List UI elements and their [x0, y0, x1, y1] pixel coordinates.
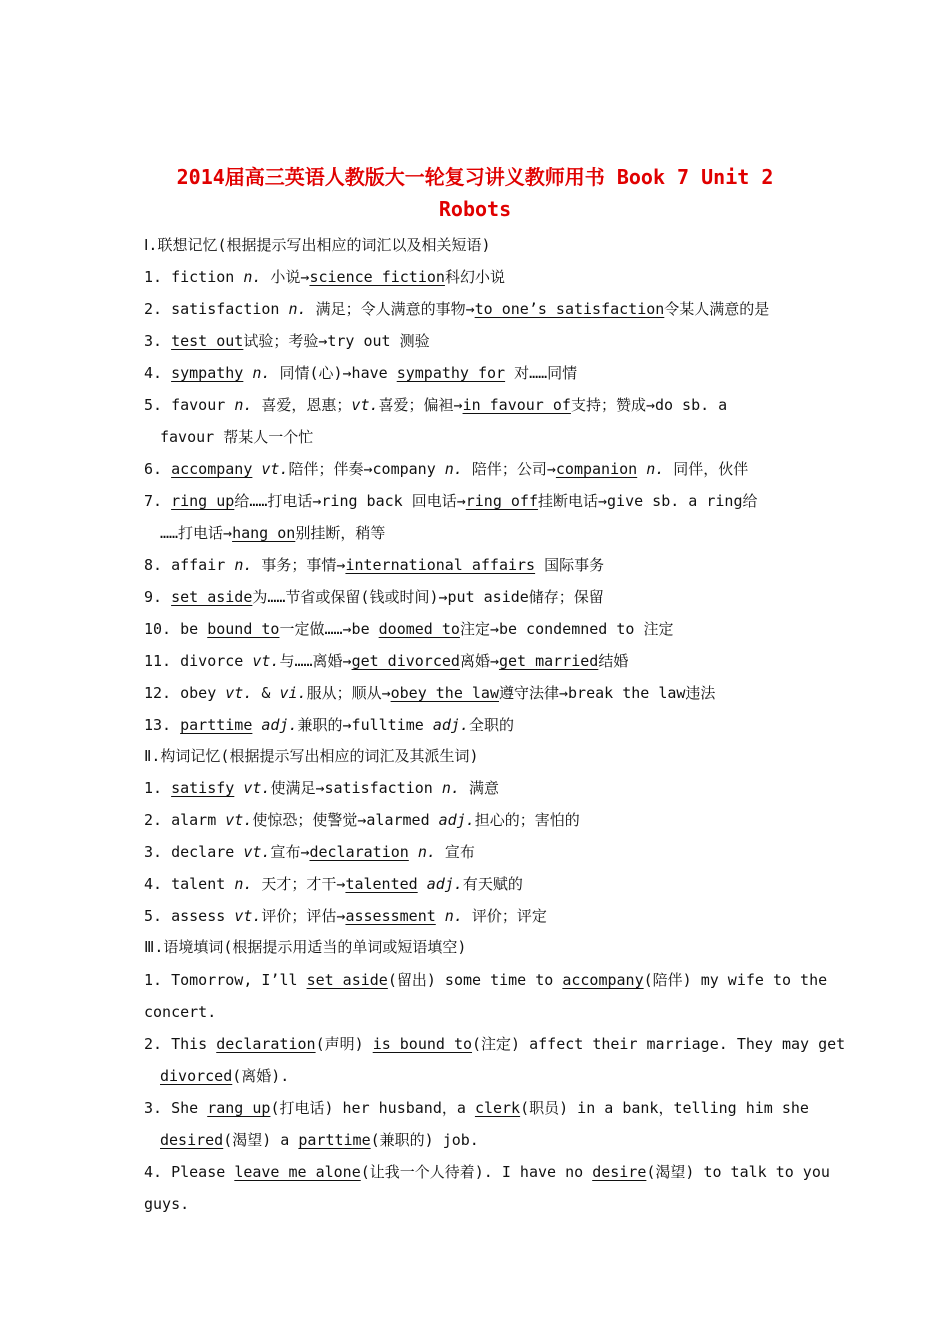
answer-blank: parttime — [298, 1131, 371, 1149]
answer-blank: ring up — [171, 492, 235, 510]
text-segment: (渴望) a — [223, 1131, 299, 1149]
answer-blank: get married — [498, 652, 599, 670]
part-of-speech: n. — [252, 364, 271, 382]
text-segment: 2. alarm — [144, 811, 226, 829]
answer-blank: set aside — [171, 588, 253, 606]
part-of-speech: vi. — [279, 684, 307, 702]
text-segment: 事务；事情→ — [252, 556, 346, 574]
text-segment: 1. — [144, 779, 172, 797]
text-segment: 注定→be condemned to 注定 — [459, 620, 674, 638]
text-segment: guys. — [144, 1195, 190, 1213]
text-segment — [436, 907, 445, 925]
part-of-speech: vt. — [243, 779, 271, 797]
text-segment: 评价；评定 — [462, 907, 547, 925]
text-segment — [418, 875, 427, 893]
text-segment — [234, 779, 243, 797]
text-segment: (打电话) her husband，a — [270, 1099, 475, 1117]
text-segment: 对……同情 — [505, 364, 578, 382]
text-segment: 天才；才干→ — [252, 875, 346, 893]
answer-blank: satisfy — [171, 779, 235, 797]
text-segment: 兼职的→fulltime — [297, 716, 433, 734]
answer-blank: accompany — [562, 971, 644, 989]
text-segment: 宣布 — [435, 843, 475, 861]
document-subtitle: Robots — [438, 197, 512, 221]
answer-blank: to one’s satisfaction — [474, 300, 665, 318]
text-segment: 1. fiction — [144, 268, 244, 286]
part-of-speech: n. — [417, 843, 436, 861]
answer-blank: sympathy — [171, 364, 244, 382]
text-segment: 使满足→satisfaction — [270, 779, 442, 797]
text-segment: 结婚 — [598, 652, 629, 670]
answer-blank: science fiction — [309, 268, 445, 286]
text-segment: concert. — [144, 1003, 217, 1021]
text-line — [144, 459, 748, 479]
text-line — [144, 906, 547, 926]
text-segment: 别挂断，稍等 — [295, 524, 386, 542]
text-line — [144, 235, 491, 255]
text-line — [160, 427, 313, 447]
part-of-speech: vt. — [252, 652, 280, 670]
text-segment: (陪伴) my wife to the — [643, 971, 828, 989]
text-segment: 5. favour — [144, 396, 235, 414]
part-of-speech: adj. — [438, 811, 475, 829]
text-segment: 令某人满意的是 — [664, 300, 770, 318]
text-segment: 陪伴；伴奏→company — [288, 460, 445, 478]
text-segment: 宣布→ — [270, 843, 310, 861]
text-line — [160, 523, 385, 543]
answer-blank: assessment — [345, 907, 436, 925]
answer-blank: declaration — [216, 1035, 316, 1053]
text-segment: 8. affair — [144, 556, 235, 574]
answer-blank: parttime — [180, 716, 253, 734]
text-segment: 全职的 — [468, 716, 514, 734]
text-segment: (兼职的) job. — [370, 1131, 479, 1149]
text-segment: (注定) affect their marriage. They may get — [472, 1035, 846, 1053]
text-segment: 试验；考验→try out 测验 — [243, 332, 430, 350]
text-segment: 7. — [144, 492, 172, 510]
answer-blank: ring off — [465, 492, 538, 510]
text-line — [144, 874, 523, 894]
text-line — [144, 555, 604, 575]
part-of-speech: n. — [441, 779, 460, 797]
text-segment: 担心的；害怕的 — [474, 811, 580, 829]
text-segment: 满意 — [459, 779, 499, 797]
answer-blank: leave me alone — [234, 1163, 361, 1181]
text-segment: 使惊恐；使警觉→alarmed — [252, 811, 439, 829]
part-of-speech: n. — [234, 556, 253, 574]
text-line — [160, 1066, 289, 1086]
text-segment: 3. declare — [144, 843, 244, 861]
text-line — [144, 267, 505, 287]
part-of-speech: n. — [444, 460, 463, 478]
text-segment: 与……离婚→ — [279, 652, 352, 670]
text-line — [144, 970, 827, 990]
text-segment: 10. be — [144, 620, 208, 638]
text-segment: (留出) some time to — [387, 971, 563, 989]
text-line — [144, 937, 466, 957]
answer-blank: desire — [592, 1163, 647, 1181]
text-segment: Ⅲ.语境填词(根据提示用适当的单词或短语填空) — [144, 938, 467, 956]
part-of-speech: n. — [234, 875, 253, 893]
answer-blank: test out — [171, 332, 244, 350]
answer-blank: declaration — [309, 843, 409, 861]
text-line — [144, 331, 430, 351]
answer-blank: obey the law — [390, 684, 499, 702]
text-segment: (渴望) to talk to you — [646, 1163, 830, 1181]
answer-blank: is bound to — [372, 1035, 473, 1053]
text-line — [144, 1098, 809, 1118]
text-segment: 遵守法律→break the law违法 — [498, 684, 716, 702]
text-line — [144, 1002, 216, 1022]
text-line — [144, 842, 475, 862]
text-segment: 为……节省或保留(钱或时间)→put aside储存；保留 — [252, 588, 604, 606]
text-segment: Ⅱ.构词记忆(根据提示写出相应的词汇及其派生词) — [144, 747, 479, 765]
document-title: 2014届高三英语人教版大一轮复习讲义教师用书 Book 7 Unit 2 — [176, 165, 774, 189]
text-segment: 1. Tomorrow, I’ll — [144, 971, 307, 989]
text-segment: 9. — [144, 588, 172, 606]
text-segment: 小说→ — [261, 268, 310, 286]
part-of-speech: n. — [288, 300, 307, 318]
answer-blank: clerk — [474, 1099, 521, 1117]
part-of-speech: n. — [234, 396, 253, 414]
text-segment: ……打电话→ — [160, 524, 233, 542]
text-segment: (让我一个人待着). I have no — [360, 1163, 593, 1181]
text-segment: 2. satisfaction — [144, 300, 289, 318]
text-line — [144, 1034, 845, 1054]
part-of-speech: n. — [243, 268, 262, 286]
text-line — [144, 810, 580, 830]
text-line — [144, 1194, 189, 1214]
text-line — [144, 491, 758, 511]
answer-blank: get divorced — [351, 652, 460, 670]
text-line — [144, 363, 577, 383]
answer-blank: doomed to — [378, 620, 460, 638]
text-segment: 满足；令人满意的事物→ — [306, 300, 475, 318]
text-segment — [637, 460, 646, 478]
text-segment: 国际事务 — [535, 556, 605, 574]
text-line — [144, 651, 628, 671]
answer-blank: hang on — [232, 524, 296, 542]
text-segment: 喜爱；偏袒→ — [378, 396, 463, 414]
text-segment: 13. — [144, 716, 181, 734]
part-of-speech: adj. — [432, 716, 469, 734]
text-segment: (职员) in a bank，telling him she — [520, 1099, 809, 1117]
text-segment: 3. — [144, 332, 172, 350]
text-line — [144, 683, 715, 703]
text-segment: 挂断电话→give sb. a ring给 — [538, 492, 758, 510]
part-of-speech: vt. — [234, 907, 262, 925]
text-segment: & — [252, 684, 280, 702]
part-of-speech: vt. — [261, 460, 289, 478]
text-segment: 服从；顺从→ — [306, 684, 391, 702]
text-segment: 3. She — [144, 1099, 208, 1117]
text-line — [144, 746, 478, 766]
text-segment: 评价；评估→ — [261, 907, 346, 925]
text-segment: 离婚→ — [459, 652, 499, 670]
answer-blank: international affairs — [345, 556, 536, 574]
text-segment: 支持；赞成→do sb. a — [570, 396, 728, 414]
answer-blank: set aside — [306, 971, 388, 989]
text-line — [160, 1130, 479, 1150]
part-of-speech: vt. — [351, 396, 379, 414]
text-segment: (离婚). — [232, 1067, 290, 1085]
text-segment: 同情(心)→have — [270, 364, 397, 382]
text-segment: 5. assess — [144, 907, 235, 925]
text-segment: 12. obey — [144, 684, 226, 702]
text-line — [144, 395, 727, 415]
text-segment: (声明) — [315, 1035, 373, 1053]
part-of-speech: adj. — [261, 716, 298, 734]
answer-blank: rang up — [207, 1099, 271, 1117]
text-segment: 4. Please — [144, 1163, 235, 1181]
part-of-speech: n. — [444, 907, 463, 925]
text-segment: 陪伴；公司→ — [462, 460, 556, 478]
text-line — [144, 1162, 830, 1182]
text-segment: 6. — [144, 460, 172, 478]
answer-blank: in favour of — [462, 396, 571, 414]
text-segment: 4. talent — [144, 875, 235, 893]
text-segment: 科幻小说 — [444, 268, 505, 286]
text-segment: favour 帮某人一个忙 — [160, 428, 314, 446]
text-line — [144, 299, 769, 319]
text-segment: 给……打电话→ring back 回电话→ — [234, 492, 466, 510]
answer-blank: accompany — [171, 460, 253, 478]
text-segment: 4. — [144, 364, 172, 382]
part-of-speech: n. — [646, 460, 665, 478]
text-line — [144, 619, 673, 639]
text-segment: 喜爱，恩惠； — [252, 396, 352, 414]
text-segment — [409, 843, 418, 861]
text-segment: 11. divorce — [144, 652, 253, 670]
part-of-speech: vt. — [225, 811, 253, 829]
text-segment: 有天赋的 — [462, 875, 523, 893]
text-segment: 一定做……→be — [279, 620, 379, 638]
text-segment: Ⅰ.联想记忆(根据提示写出相应的词汇以及相关短语) — [144, 236, 491, 254]
answer-blank: talented — [345, 875, 418, 893]
answer-blank: companion — [555, 460, 638, 478]
text-segment: 同伴，伙伴 — [664, 460, 749, 478]
text-line — [144, 587, 604, 607]
text-line — [144, 778, 499, 798]
answer-blank: sympathy for — [396, 364, 506, 382]
part-of-speech: adj. — [426, 875, 463, 893]
answer-blank: bound to — [207, 620, 280, 638]
part-of-speech: vt. — [225, 684, 253, 702]
text-segment: 2. This — [144, 1035, 217, 1053]
answer-blank: divorced — [160, 1067, 233, 1085]
text-line — [144, 715, 514, 735]
part-of-speech: vt. — [243, 843, 271, 861]
answer-blank: desired — [160, 1131, 224, 1149]
